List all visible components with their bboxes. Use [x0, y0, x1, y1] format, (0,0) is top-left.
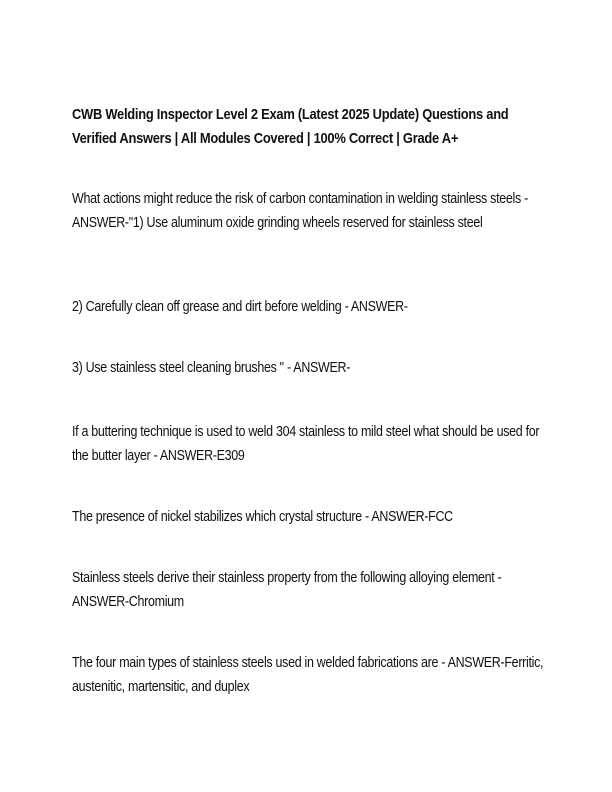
question-paragraph: What actions might reduce the risk of carbon contamination in welding stainless steels - ANSWER-"1) Use aluminum oxide grinding wheels reserved for stainless steel: [72, 191, 528, 231]
question-paragraph: The four main types of stainless steels used in welded fabrications are - ANSWER-Ferritic, austenitic, martensitic, and duplex: [72, 655, 544, 695]
question-paragraph: Stainless steels derive their stainless property from the following alloying element - ANSWER-Chromium: [72, 570, 502, 610]
document-title: CWB Welding Inspector Level 2 Exam (Latest 2025 Update) Questions and Verified Answers | All Modules Covered | 100% Correct | Grade A+: [72, 106, 509, 147]
question-paragraph: The presence of nickel stabilizes which crystal structure - ANSWER-FCC: [72, 509, 453, 525]
question-paragraph: 2) Carefully clean off grease and dirt before welding - ANSWER-: [72, 299, 408, 315]
question-paragraph: 3) Use stainless steel cleaning brushes " - ANSWER-: [72, 360, 351, 376]
question-paragraph: If a buttering technique is used to weld 304 stainless to mild steel what should be used for the butter layer - ANSWER-E309: [72, 424, 540, 464]
